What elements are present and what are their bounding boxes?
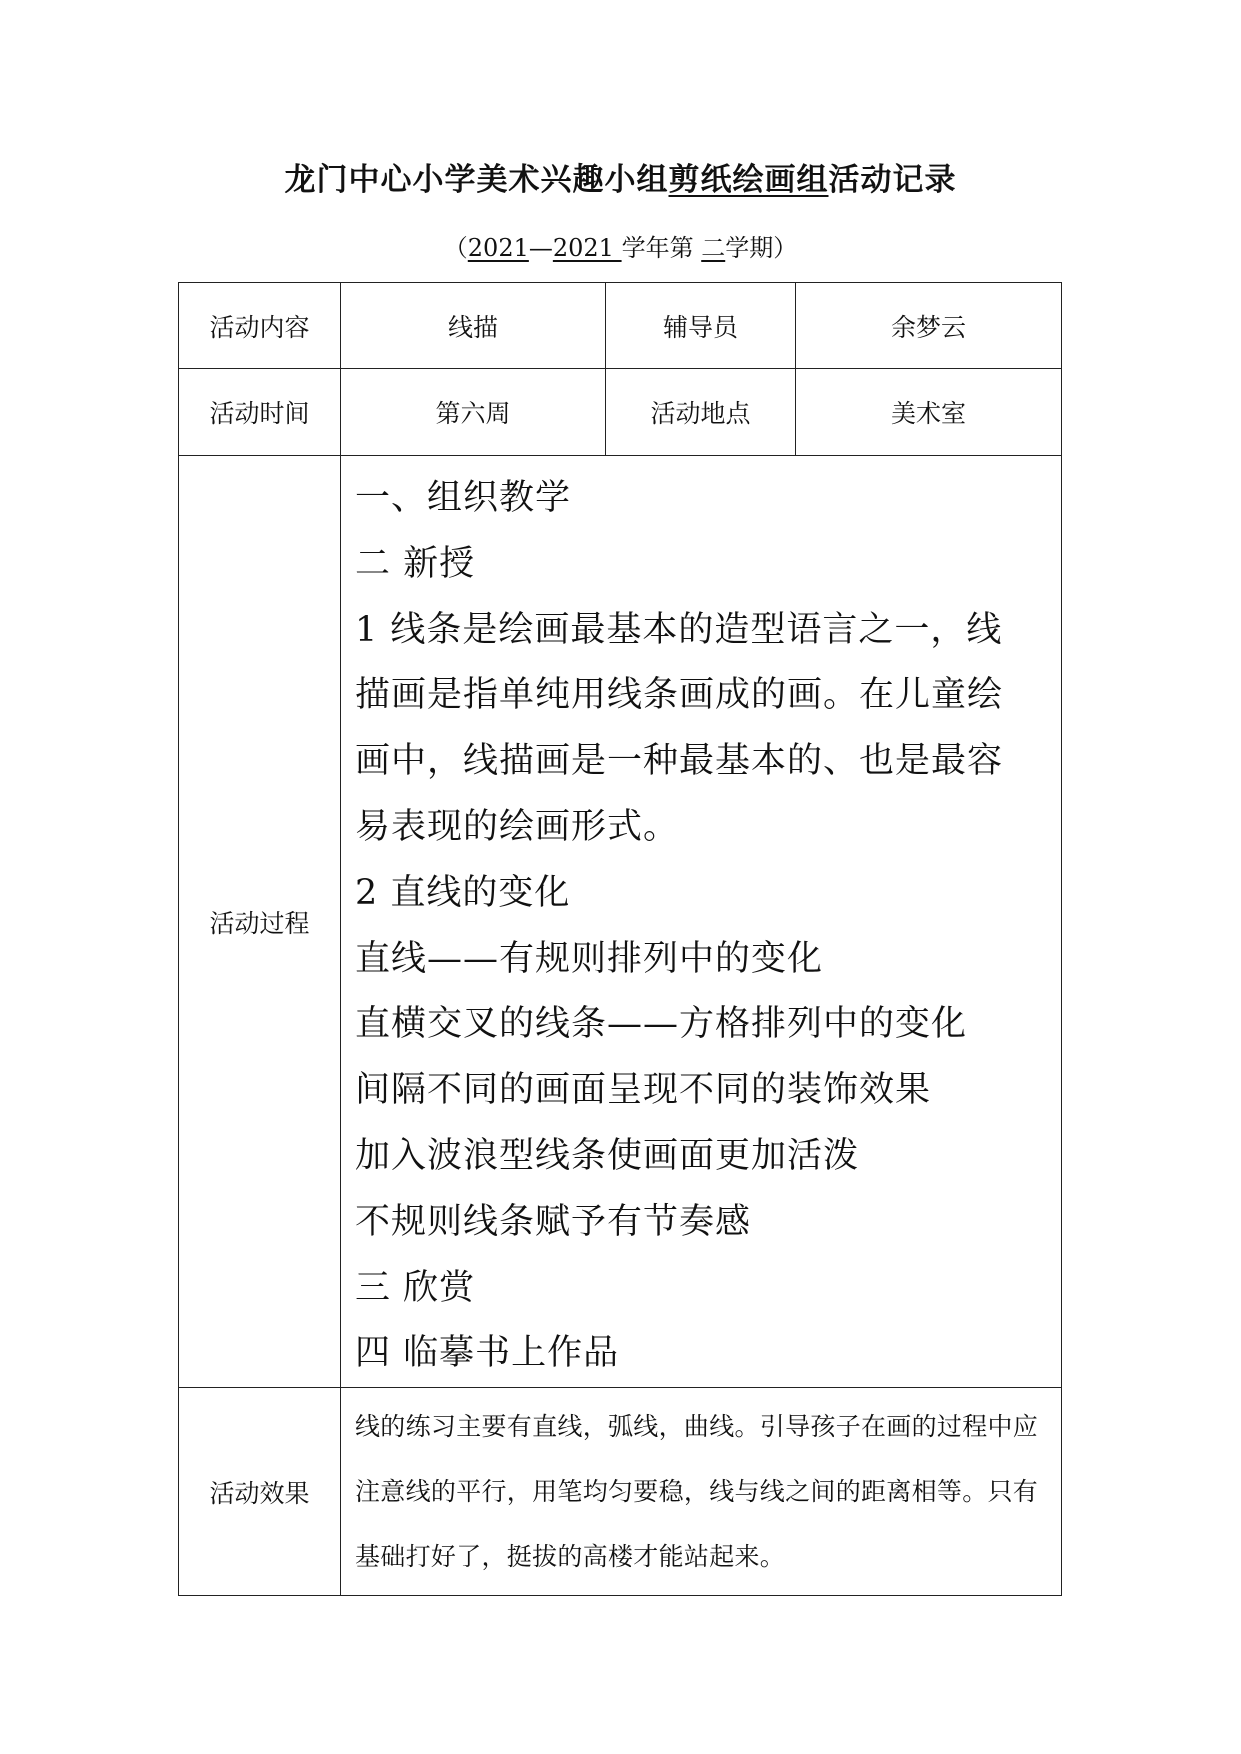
subtitle-close: 学期） xyxy=(725,234,798,262)
table-row xyxy=(179,456,1062,1388)
time-value: 第六周 xyxy=(341,369,606,456)
process-label: 活动过程 xyxy=(179,456,341,1388)
process-line: 易表现的绘画形式。 xyxy=(355,806,680,847)
subtitle-open: （ xyxy=(443,234,468,262)
content-label: 活动内容 xyxy=(179,283,341,369)
effect-content xyxy=(341,1388,1062,1596)
title-group-name: 剪纸绘画组 xyxy=(668,162,829,198)
process-content xyxy=(341,456,1062,1388)
process-line: 四 临摹书上作品 xyxy=(355,1333,620,1374)
process-line: 不规则线条赋予有节奏感 xyxy=(355,1201,752,1242)
year-dash: — xyxy=(528,234,553,262)
place-value: 美术室 xyxy=(796,369,1062,456)
process-line: 直横交叉的线条——方格排列中的变化 xyxy=(355,1004,968,1045)
effect-text: 线的练习主要有直线，弧线，曲线。引导孩子在画的过程中应注意线的平行，用笔均匀要稳，线与线之间的距离相等。只有基础打好了，挺拔的高楼才能站起来。 xyxy=(355,1412,1039,1572)
content-value: 线描 xyxy=(341,283,606,369)
process-line: 1 线条是绘画最基本的造型语言之一，线 xyxy=(355,609,1003,650)
year-end: 2021 xyxy=(552,234,622,262)
process-line: 三 欣赏 xyxy=(355,1267,476,1308)
process-line: 加入波浪型线条使画面更加活泼 xyxy=(355,1135,860,1176)
tutor-value: 余梦云 xyxy=(796,283,1062,369)
title-prefix: 龙门中心小学美术兴趣小组 xyxy=(284,162,669,198)
subtitle-mid: 学年第 xyxy=(621,234,702,262)
process-line: 描画是指单纯用线条画成的画。在儿童绘 xyxy=(355,675,1004,716)
place-label: 活动地点 xyxy=(606,369,796,456)
title-suffix: 活动记录 xyxy=(828,162,957,198)
effect-label: 活动效果 xyxy=(179,1388,341,1596)
process-line: 画中，线描画是一种最基本的、也是最容 xyxy=(355,741,1004,782)
process-line: 直线——有规则排列中的变化 xyxy=(355,938,824,979)
process-line: 一、组织教学 xyxy=(355,478,572,518)
document-title xyxy=(0,160,1241,200)
table-row xyxy=(179,1388,1062,1596)
table-row xyxy=(179,369,1062,456)
process-line: 二 新授 xyxy=(355,543,476,584)
term-number: 二 xyxy=(701,234,726,262)
process-line: 间隔不同的画面呈现不同的装饰效果 xyxy=(355,1070,932,1111)
activity-record-table xyxy=(178,282,1062,1596)
time-label: 活动时间 xyxy=(179,369,341,456)
school-year-line xyxy=(0,232,1241,264)
year-start: 2021 xyxy=(467,234,529,262)
tutor-label: 辅导员 xyxy=(606,283,796,369)
process-line: 2 直线的变化 xyxy=(355,872,571,913)
table-row xyxy=(179,283,1062,369)
